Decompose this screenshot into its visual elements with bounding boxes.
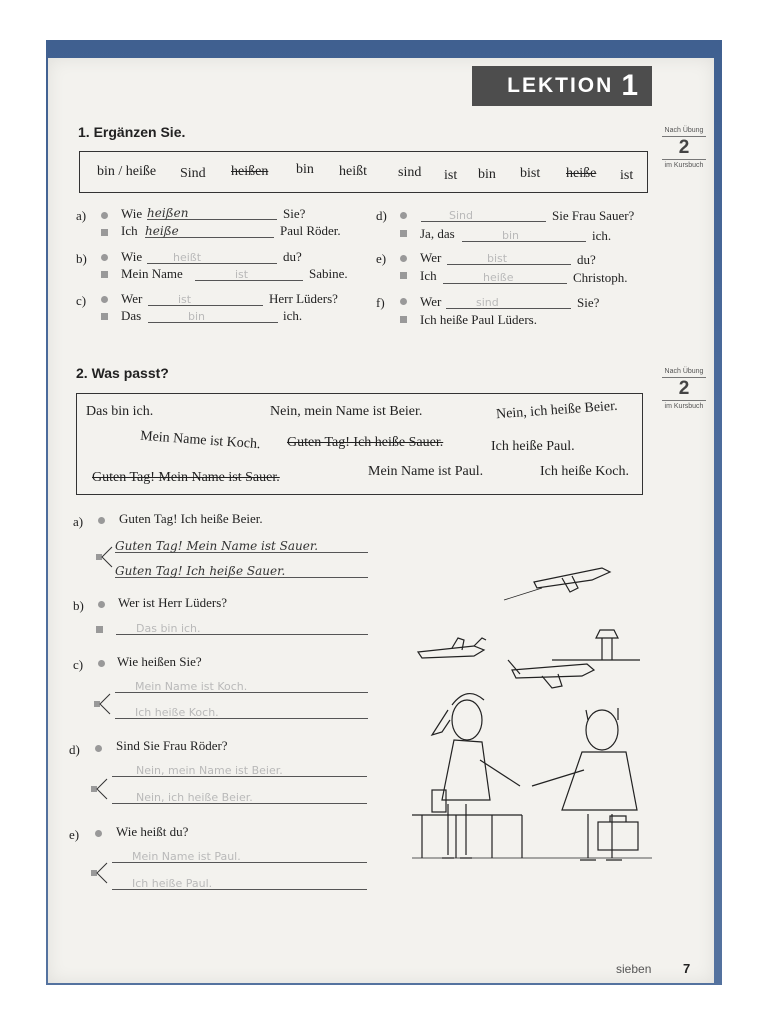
two-line-bracket-icon [89,862,109,884]
border-left [0,0,46,1024]
item-text: ich. [592,228,612,243]
phrase-box-item: Ich heiße Koch. [540,464,630,479]
airport-handshake-illustration [412,560,657,870]
word-box-word: bin [296,162,314,177]
item-text: Das [121,308,142,323]
word-box-word: heißen [231,164,269,179]
phrase-box-item: Mein Name ist Paul. [368,464,484,479]
item-label: b) [73,598,84,613]
speaker-square-icon [400,272,407,279]
answer-handwriting: heißen [147,206,189,220]
answer-handwriting: Guten Tag! Mein Name ist Sauer. [115,539,319,553]
speaker-square-icon [400,230,407,237]
item-text: du? [577,252,596,267]
item-label: d) [69,742,80,757]
answer-faint: Mein Name ist Koch. [135,680,248,693]
answer-faint: Ich heiße Paul. [132,877,213,890]
answer-line[interactable] [115,562,368,578]
speaker-dot-icon [101,296,108,303]
reference-number: 2 [662,136,706,160]
two-line-bracket-icon [94,546,114,568]
answer-faint: bin [502,229,520,242]
item-label: c) [76,293,87,308]
two-line-bracket-icon [89,778,109,800]
item-text: Ja, das [420,226,455,241]
item-label: d) [376,208,387,223]
word-box-word: heißt [339,164,367,179]
speaker-dot-icon [98,601,105,608]
speaker-dot-icon [101,254,108,261]
question-text: Sind Sie Frau Röder? [116,738,228,753]
word-box-word: bist [520,166,541,181]
answer-line[interactable] [112,788,367,804]
item-text: Ich [420,268,437,283]
answer-line[interactable] [112,761,367,777]
item-label: f) [376,295,385,310]
item-label: e) [69,827,80,842]
speaker-dot-icon [95,830,102,837]
exercise-2-reference [654,367,714,411]
phrase-box-item: Nein, mein Name ist Beier. [270,404,423,419]
answer-blank[interactable] [447,249,571,265]
item-text: Christoph. [573,270,628,285]
item-text: Wer [420,250,442,265]
exercise-1-reference [654,126,714,170]
answer-faint: Ich heiße Koch. [135,706,219,719]
answer-blank[interactable] [462,226,586,242]
speaker-dot-icon [98,517,105,524]
word-box-word: bin / heiße [97,164,157,179]
lektion-number: 1 [621,69,640,102]
answer-faint: Nein, ich heiße Beier. [136,791,253,804]
word-box-word: ist [620,168,634,183]
answer-faint: bin [188,310,206,323]
answer-faint: ist [235,268,249,281]
answer-blank[interactable] [195,265,303,281]
answer-blank[interactable] [148,307,278,323]
reference-top: Nach Übung [664,127,704,134]
lektion-label: LEKTION [507,74,614,97]
answer-line[interactable] [115,677,368,693]
speaker-dot-icon [101,212,108,219]
item-label: e) [376,251,387,266]
item-text: Ich [121,223,138,238]
answer-line[interactable] [112,874,367,890]
border-bottom [0,985,768,1024]
question-text: Wie heißen Sie? [117,654,202,669]
item-text: Herr Lüders? [269,291,338,306]
phrase-box-item: Guten Tag! Ich heiße Sauer. [287,435,444,450]
question-text: Guten Tag! Ich heiße Beier. [119,511,263,526]
answer-faint: sind [476,296,499,309]
speaker-dot-icon [95,745,102,752]
item-text: Sie? [283,206,306,221]
speaker-square-icon [101,229,108,236]
speaker-square-icon [101,271,108,278]
phrase-box-item: Guten Tag! Mein Name ist Sauer. [92,470,280,485]
border-top [0,0,768,40]
speaker-dot-icon [98,660,105,667]
item-text: Sie? [577,295,600,310]
two-line-bracket-icon [92,693,112,715]
speaker-dot-icon [400,255,407,262]
item-label: b) [76,251,87,266]
footer-page-word: sieben [616,962,652,976]
answer-line[interactable] [116,619,368,635]
page-number: 7 [683,961,691,976]
speaker-square-icon [400,316,407,323]
word-box-word: heiße [566,166,597,181]
answer-handwriting: heiße [145,224,179,238]
item-text: ich. [283,308,303,323]
item-text: Paul Röder. [280,223,341,238]
phrase-box-item: Mein Name ist Koch. [139,428,261,453]
phrase-box-item: Das bin ich. [86,404,154,419]
answer-faint: heiße [483,271,514,284]
answer-line[interactable] [115,703,368,719]
answer-faint: ist [178,293,192,306]
speaker-dot-icon [400,212,407,219]
item-text: Wie [121,206,143,221]
item-label: a) [76,208,87,223]
item-text: Wer [420,294,442,309]
phrase-box-item: Ich heiße Paul. [491,439,575,454]
reference-number: 2 [662,377,706,401]
answer-blank[interactable] [421,206,546,222]
answer-blank[interactable] [446,293,571,309]
answer-handwriting: Guten Tag! Ich heiße Sauer. [115,564,286,578]
answer-blank[interactable] [147,204,277,220]
word-box-word: sind [398,165,422,180]
reference-bottom: im Kursbuch [664,403,704,410]
question-text: Wer ist Herr Lüders? [118,595,228,610]
lektion-header [472,66,652,106]
answer-faint: Sind [449,209,473,222]
speaker-square-icon [96,626,103,633]
answer-faint: Das bin ich. [136,622,201,635]
item-text: Wie [121,249,143,264]
question-text: Wie heißt du? [116,824,189,839]
answer-faint: heißt [173,251,202,264]
speaker-dot-icon [400,298,407,305]
answer-faint: Nein, mein Name ist Beier. [136,764,283,777]
item-text: Sabine. [309,266,348,281]
border-right [722,0,768,1024]
answer-faint: bist [487,252,508,265]
item-text: Ich heiße Paul Lüders. [420,312,537,327]
reference-bottom: im Kursbuch [664,162,704,169]
answer-line[interactable] [115,537,368,553]
exercise-1-title: 1. Ergänzen Sie. [78,124,186,140]
word-box-word: bin [478,167,496,182]
answer-blank[interactable] [148,290,263,306]
item-label: a) [73,514,84,529]
item-text: Mein Name [121,266,183,281]
item-text: Sie Frau Sauer? [552,208,635,223]
answer-blank[interactable] [443,268,567,284]
item-label: c) [73,657,84,672]
answer-faint: Mein Name ist Paul. [132,850,241,863]
reference-top: Nach Übung [664,368,704,375]
item-text: Wer [121,291,143,306]
exercise-2-title: 2. Was passt? [76,365,169,381]
answer-line[interactable] [112,847,367,863]
word-box-word: ist [444,168,458,183]
answer-blank[interactable] [145,222,274,238]
answer-blank[interactable] [147,248,277,264]
word-box-word: Sind [180,166,206,181]
item-text: du? [283,249,302,264]
phrase-box-item: Nein, ich heiße Beier. [495,398,619,423]
speaker-square-icon [101,313,108,320]
